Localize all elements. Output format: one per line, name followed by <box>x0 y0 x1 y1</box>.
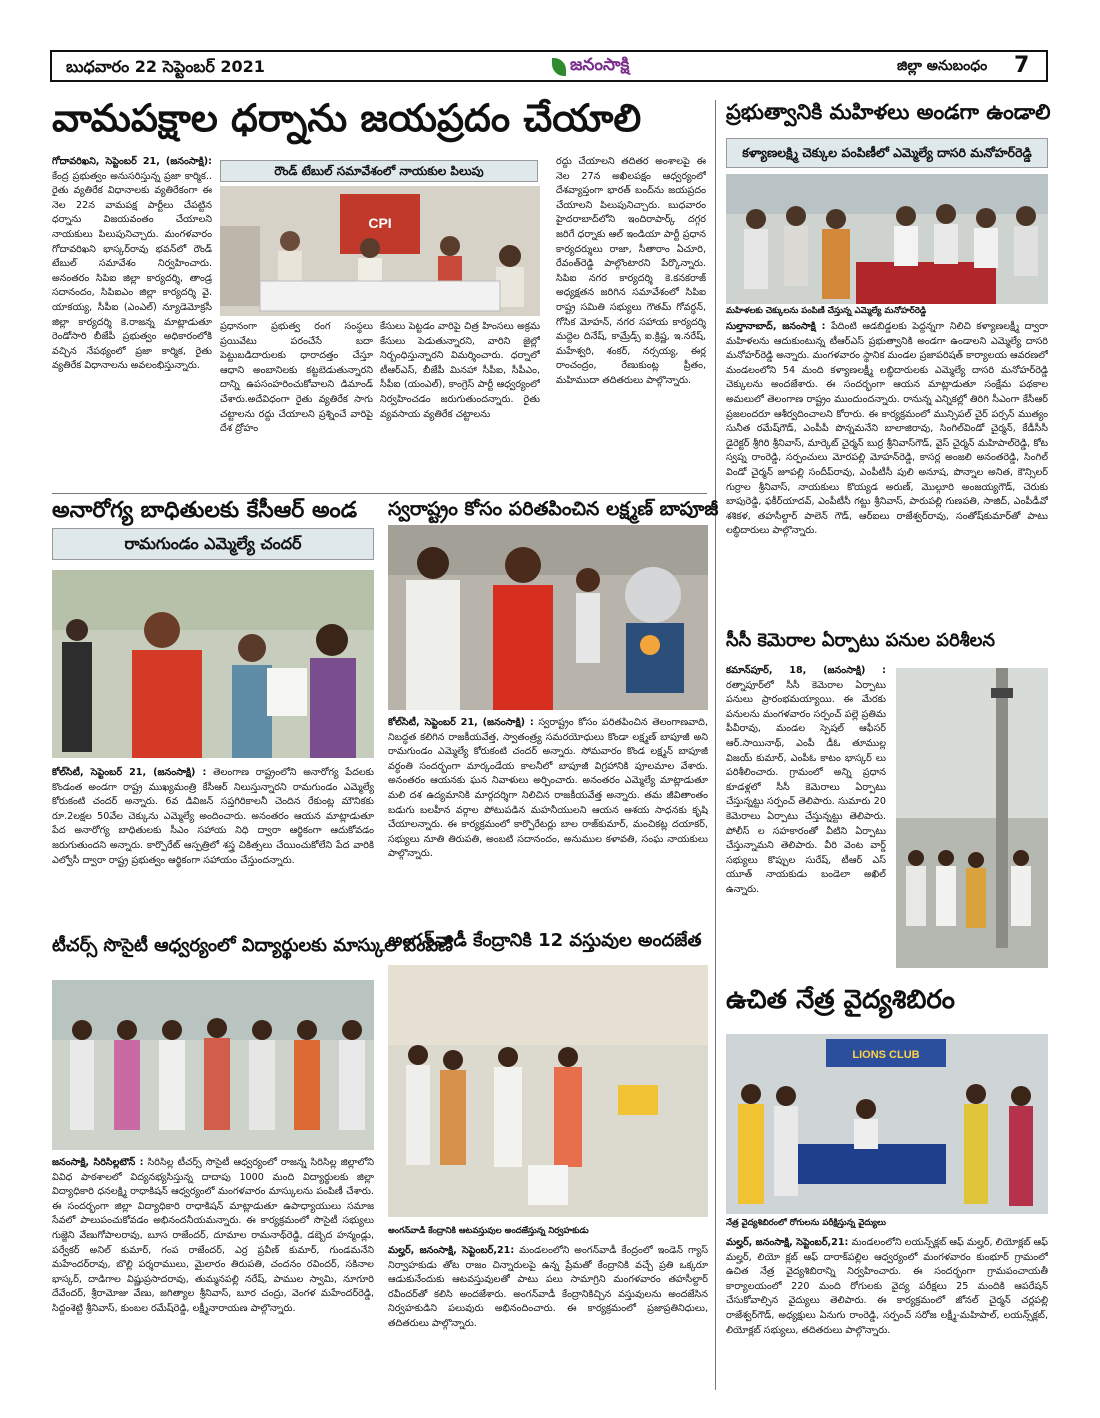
story1-col1: గోదావరిఖని, సెప్టెంబర్ 21, (జనంసాక్షి): కేంద్ర ప్రభుత్వం అనుసరిస్తున్న ప్రజా కార్మిక.. రైతు వ్యతిరేక విధానాలకు వ్యతిరేకంగా ఈ నెల 22న వామపక్ష పార్టీలు చేపట్టిన ధర్నాను విజయవంతం చేయాలని నాయకులు పిలుపునిచ్చారు. మంగళవారం గోదావరిఖని భాస్కర్‌రావు భవన్‌లో రౌండ్ టేబుల్ సమావేశం నిర్వహించారు. అనంతరం సిపిఐ జిల్లా కార్యదర్శి, తాండ్ర సదానందం, సిపిఐఎం జిల్లా కార్యదర్శి వై. యాకయ్య, సీపీఐ (ఎంఎల్) న్యూడెమోక్రసీ జిల్లా కార్యదర్శి కె.రాజన్న మాట్లాడుతూ రెండోసారి బీజేపీ ప్రభుత్వం అధికారంలోకి వచ్చిన నేపథ్యంలో ప్రజా కార్మిక, రైతు వ్యతిరేక విధానాలను అవలంభిస్తున్నారు. <box>52 156 212 372</box>
story7-caption: అంగన్‌వాడీ కేంద్రానికి ఆటవస్తువుల అందజేస్తున్న నిర్వహకుడు <box>388 1226 589 1236</box>
anganwadi-donation-image <box>388 965 708 1217</box>
story2-text: సుల్తానాబాద్, జనంసాక్షి : పేదింటి ఆడబిడ్డలకు పెద్దన్నగా నిలిచి కళ్యాణలక్ష్మీ ద్వారా మహిళలను ఆదుకుంటున్న టీఆర్‌ఎస్ ప్రభుత్వానికి అండగా ఉండాలని ఎమ్మెల్యే దాసరి మనోహర్‌రెడ్డి అన్నారు. మంగళవారం స్థానిక మండల ప్రజాపరిషత్ కార్యాలయ ఆవరణలో మండలంలోని 54 మంది కళ్యాణలక్ష్మీ లబ్ధిదారులకు ఎమ్మెల్యే దాసరి మనోహర్‌రెడ్డి చెక్కులను అందజేశారు. ఈ సందర్భంగా ఆయన మాట్లాడుతూ సంక్షేమ పథకాల అమలులో తెలంగాణ రాష్ట్రం ముందుందన్నారు. రానున్న ఎన్నికల్లో తిరిగి సీఎంగా కేసీఆర్ ప్రజలందరూ ఆశీర్వదించాలని కోరారు. ఈ కార్యక్రమంలో మున్సిపల్ చైర్ పర్సన్ ముత్యం సునీత రమేష్‌గౌడ్, ఎంపీపీ పొన్నమనేని బాలాజిరావు, సింగిల్‌విండో చైర్మన్, కేడీసీసీ డైరెక్టర్ శ్రీగిరి శ్రీనివాస్, మార్కెట్ చైర్మన్ బుర్ర శ్రీనివాస్‌గౌడ్, వైస్ చైర్మన్ మహిపాల్‌రెడ్డి, కోట స్వప్న రాంరెడ్డి, సర్పంచులు మోరపల్లి మోహన్‌రెడ్డి, కాసర్ల అంజలి అనంతరెడ్డి, సింగిల్ విండో చైర్మన్ జూపల్లి సందీప్‌రావు, ఎంపీటీసీ పులి అనూష, పొన్నాల అనిత, కౌన్సిలర్ గుర్రాల శ్రీనివాస్, నాయకులు కొయ్యడ అరుణ్, మొల్గూరి అంజయ్యగౌడ్, చెరుకు బాపురెడ్డి, ఫకీర్‌యాదవ్, ఎంపీటీసీ గట్టు శ్రీనివాస్, పారుపల్లి గుణపతి, సాజిద్, ఎంపీడీవో శశికళ, తహసీల్దార్ పాలెన్ గౌడ్, ఆర్‌ఐలు రాజేశ్వర్‌రావు, సంతోష్‌కుమార్‌తో పాటు లబ్ధిదారులు పాల్గొన్నారు. <box>726 321 1048 537</box>
page-header <box>50 50 1048 82</box>
story1-photo <box>220 186 540 316</box>
story8-caption: నేత్ర వైద్యశిబిరంలో రోగులను పరీక్షిస్తున్న వైద్యులు <box>726 1218 886 1228</box>
story2-photo <box>726 174 1048 304</box>
story4-headline: స్వరాష్ట్రం కోసం పరితపించిన లక్ష్మణ్ బాపూజీ <box>388 498 719 520</box>
story6-headline: టీచర్స్ సొసైటీ ఆధ్వర్యంలో విద్యార్థులకు మాస్కుల పంపిణీ <box>52 935 453 956</box>
story3-text: కోల్‌సిటీ, సెప్టెంబర్ 21, (జనంసాక్షి) : తెలంగాణ రాష్ట్రంలోని అనారోగ్య పేదలకు కొండంత అండగా రాష్ట్ర ముఖ్యమంత్రి కేసీఆర్ నిలుస్తున్నారని రామగుండం ఎమ్మెల్యే కోరుకంటి చందర్ అన్నారు. 6వ డివిజన్ సప్తగిరికాలనీ చెందిన రేకుంట్ల మౌనికకు రూ.2లక్షల 50వేల చెక్కును ఎమ్మెల్యే అందించారు. అనంతరం ఆయన మాట్లాడుతూ పేద అనారోగ్య బాధితులకు సీఎం సహాయ నిధి ద్వారా ఆర్థికంగా ఆదుకోవడం జరుగుతుందని అన్నారు. కార్పొరేట్ ఆస్పత్రిలో శస్త్ర చికిత్సలు చేయించుకోలేని పేద వారికి ఎల్వోసీ ద్వారా రాష్ట్ర ప్రభుత్వం ఆర్థికంగా సహాయం చేస్తుందన్నారు. <box>52 767 374 866</box>
story5-photo <box>896 668 1048 968</box>
round-table-meeting-image <box>220 186 540 316</box>
issue-date: బుధవారం 22 సెప్టెంబర్ 2021 <box>66 57 265 76</box>
story1-col4: రద్దు చేయాలని తదితర అంశాలపై ఈ నెల 27న అఖిలపక్షం ఆధ్వర్యంలో దేశవ్యాప్తంగా భారత్ బంద్‌ను జయప్రదం చేయాలని పిలుపునిచ్చారు. బుధవారం హైదరాబాద్‌లోని ఇందిరాపార్క్ దగ్గర జరిగే ధర్నాకు ఆల్ ఇండియా పార్టీ ప్రధాన కార్యదర్శులు రాజా, సీతారాం ఏచూరి, రేవంత్‌రెడ్డి పాల్గొంటారని పేర్కొన్నారు. సిపిఐ నగర కార్యదర్శి కె.కనకరాజ్ అధ్యక్షతన జరిగిన సమావేశంలో సిపిఐ రాష్ట్ర సమితి సభ్యులు గౌతమ్ గోవర్ధన్, గోసిక మోహన్, నగర సహాయ కార్యదర్శి మద్దెల దినేష్, కామ్రేడ్స్ ఐ.క్రిష్ణ, ఇ.నరేష్, మహేశ్వరి, శంకర్, నర్సయ్య, ఈర్ల రాంచంద్రం, రేణుకుంట్ల ప్రీతం, మహిముదా తదితరులు పాల్గొన్నారు. <box>556 156 706 386</box>
cctv-pole-inspection-image <box>896 668 1048 968</box>
story1-col2: ప్రధానంగా ప్రభుత్వ రంగ సంస్థలు ప్రయివేటు పరంచేసే బదా పెట్టుబడిదారులకు ధారాదత్తం చేస్తూ ఆధాని అంబానిలకు కట్టబెడుతున్నారని దాన్ని ఉపసంహరించుకోవాలని డిమాండ్ చేశారు.అదేవిధంగా రైతు వ్యతిరేక సాగు చట్టాలను రద్దు చేయాలని ప్రశ్నించే వారిపై దేశ ద్రోహం <box>220 321 373 435</box>
story3-headline: అనారోగ్య బాధితులకు కేసీఆర్ అండ <box>52 498 357 523</box>
story6-photo <box>52 980 374 1150</box>
lions-banner-text: LIONS CLUB <box>852 1049 920 1061</box>
story8-headline: ఉచిత నేత్ర వైద్యశిబిరం <box>726 985 955 1015</box>
story4-photo <box>388 525 708 710</box>
mla-cheque-handover-image <box>52 570 374 758</box>
story2-headline: ప్రభుత్వానికి మహిళలు అండగా ఉండాలి <box>726 100 1051 124</box>
logo-leaf-icon <box>552 58 566 76</box>
column-divider <box>715 100 716 1390</box>
story2-caption: మహిళలకు చెక్కులను పంపిణీ చేస్తున్న ఎమ్మెల్యే మనోహర్‌రెడ్డి <box>726 306 927 316</box>
eye-camp-image <box>726 1034 1048 1214</box>
story7-headline: అంగన్‌వాడీ కేంద్రానికి 12 వస్తువుల అందజేత <box>388 930 702 951</box>
page-number: 7 <box>1014 53 1030 78</box>
story8-text: మల్హర్, జనంసాక్షి, సెప్టెంబర్,21: మండలంలోని లయన్స్‌క్లబ్ ఆఫ్ మల్హర్, లియోక్లబ్ ఆఫ్ మల్హర్, లియో క్లబ్ ఆఫ్ దారాక్‌పల్లిల ఆధ్వర్యంలో మంగళవారం కుంభూర్ గ్రామంలో ఉచిత నేత్ర వైద్యశిబిరాన్ని నిర్వహించారు. ఈ సందర్భంగా గ్రామపంచాయతీ కార్యాలయంలో 220 మంది రోగులకు వైద్య పరీక్షలు 25 మందికి ఆపరేషన్ చేసుకోవాల్సిన వైద్యులు తెలిపారు. ఈ కార్యక్రమంలో జోనల్ చైర్మన్ చర్లపల్లి రాజేశ్వర్‌గౌడ్, అధ్యక్షులు ఏనుగు రాంరెడ్డి, సర్పంచ్ సరోజ లక్ష్మీ-మహిపాల్, లయన్స్‌క్లబ్, లియోక్లబ్ సభ్యులు, తదితరులు పాల్గొన్నారు. <box>726 1237 1048 1336</box>
story6-text: జనంసాక్షి, సిరిసిల్లటౌన్ : సిరిసిల్ల టీచర్స్ సొసైటీ ఆధ్వర్యంలో రాజన్న సిరిసిల్ల జిల్లాలోని వివిధ పాఠశాలలో విద్యనభ్యసిస్తున్న దాదాపు 1000 మంది విద్యార్థులకు జిల్లా విద్యాధికారి ధనలక్ష్మి రాధాకిషన్ ఆధ్వర్యంలో మంగళవారం మాస్కులను పంపిణీ చేశారు. ఈ సందర్భంగా జిల్లా విద్యాధికారి రాధాకిషన్ మాట్లాడుతూ ఉపాధ్యాయులు సమాజ సేవలో పాలుపంచుకోవడం అభినందనీయమన్నారు. ఈ కార్యక్రమంలో సొసైటీ సభ్యులు గుజ్జెని వేణుగోపాలరావు, బూస రాజేందర్, దూమాల రామనాథ్‌రెడ్డి, డబ్బెద హన్మండ్లు, పర్వేకర్ అనిల్ కుమార్, గంప రాజేందర్, ఎర్ర ప్రవీణ్ కుమార్, గుండమనేని మహేందర్‌రావు, బొల్లి పర్శరాములు, మైలారం తిరుపతి, చందనం రవిందర్, సకినాల భాస్కర్, దాడిగాల విష్ణుప్రసాదరావు, తుమ్మనపల్లి నరేష్, పాముల స్వామి, నూగూరి దేవేందర్, శ్రీరామోజు వేణు, జగిత్యాల శ్రీనివాస్, బూర చంద్రు, వెంగళ మహేందర్‌రెడ్డి, సిద్దంశెట్టి శ్రీనివాస్, కుంబల రమేష్‌రెడ్డి, లక్ష్మీనారాయణ పాల్గొన్నారు. <box>52 1157 374 1314</box>
story4-text: కోల్‌సిటీ, సెప్టెంబర్ 21, (జనంసాక్షి) : స్వరాష్ట్రం కోసం పరితపించిన తెలంగాణవాది, నిబద్ధత కలిగిన రాజకీయవేత్త, స్వాతంత్ర్య సమరయోధులు కొండా లక్ష్మణ్ బాపూజీ అని రామగుండం ఎమ్మెల్యే కోరుకంటి చందర్ అన్నారు. సోమవారం కొండ లక్ష్మన్ బాపూజీ వర్ధంతి సందర్భంగా మార్కండేయ కాలనీలో బాపూజీ విగ్రహానికి పూలమాల వేశారు. అనంతరం ఆయనకు ఘన నివాళులు అర్పించారు. అనంతరం ఎమ్మెల్యే మాట్లాడుతూ మలి దశ ఉద్యమానికి మార్గదర్శిగా నిలిచిన రాజకీయవేత్త అన్నారు. తమ జీవితాంతం బడుగు బలహీన వర్గాల పోటుపడిన మహనీయులని ఆయన ఆశయ సాధనకు కృషి చేయాలన్నారు. ఈ కార్యక్రమంలో కార్పొరేటర్లు బాల రాజ్‌కుమార్, మంచికట్ల దయాకర్, సభ్యులు నూతి తిరుపతి, అంబటి సదానందం, అనుముల కళావతి, సంఘ నాయకులు పాల్గొన్నారు. <box>388 717 708 860</box>
masthead-logo: జనంసాక్షి <box>552 55 667 79</box>
cpi-banner-text: CPI <box>368 215 392 231</box>
story7-text: మల్హర్, జనంసాక్షి, సెప్టెంబర్,21: మండలంలోని అంగన్‌వాడీ కేంద్రంలో ఇండెన్ గ్యాస్ నిర్వాహకుడు తోట రాజం చిన్నారులపై ఉన్న ప్రేమతో కేంద్రానికి వచ్చే ప్రతి ఒక్కరూ ఆడుకునేందుకు ఆటవస్తువులతో పాటు పలు సామాగ్రిని మంగళవారం తహసీల్దార్ రవీందర్‌తో కలిసి అందజేశారు. అంగన్‌వాడీ కేంద్రానికిచ్చిన వస్తువులను అందజేసిన నిర్వహకుడిని పలువురు అభినందించారు. ఈ కార్యక్రమంలో ప్రజాప్రతినిధులు, తదితరులు పాల్గొన్నారు. <box>388 1245 708 1329</box>
story2-subhead: కళ్యాణలక్ష్మి చెక్కుల పంపిణీలో ఎమ్మెల్యే దాసరి మనోహర్‌రెడ్డి <box>726 138 1048 168</box>
cheque-distribution-image <box>726 174 1048 304</box>
story1-headline: వామపక్షాల ధర్నాను జయప్రదం చేయాలి <box>52 96 642 140</box>
section-name: జిల్లా అనుబంధం <box>897 58 988 74</box>
mask-distribution-image <box>52 980 374 1150</box>
bapuji-statue-tribute-image <box>388 525 708 710</box>
story5-headline: సీసీ కెమెరాల ఏర్పాటు పనుల పరిశీలన <box>726 630 996 651</box>
story1-col3: కేసులు పెట్టడం వారిపై చిత్ర హింసలు అక్రమ కేసులు పెడుతున్నారని, వారిని జైల్లో నిర్బంధిస్తున్నారని విమర్శించారు. ధర్నాలో టీఆర్‌ఎస్, బీజేపీ మినహా సీపీఐ, సీపీఎం, సీపీఐ (యంఎల్), కాంగ్రెస్ పార్టీ ఆధ్వర్యంలో నిర్వహించడం జరుగుతుందన్నారు. రైతు వ్యవసాయ వ్యతిరేక చట్టాలను <box>380 321 540 420</box>
story3-photo <box>52 570 374 758</box>
section-divider <box>52 493 707 494</box>
story5-text: కమాన్‌పూర్, 18, (జనంసాక్షి) : రత్నాపూర్‌లో సీసీ కెమెరాల ఏర్పాటు పనులు ప్రారంభమయ్యాయి. ఈ మేరకు పనులను మంగళవారం సర్పంచ్ పల్లె ప్రతిమ పీవీరావు, మండల స్పెషల్ ఆఫీసర్ ఆర్.సాయినాథ్, ఎంపీ డీఓ తూముల్ల విజయ్ కుమార్, ఎంపీఓ కాటం భాస్కర్ లు పరిశీలించారు. గ్రామంలో అన్ని ప్రధాన కూడళ్లలో సీసీ కెమెరాలు ఏర్పాటు చేస్తున్నట్టు సర్పంచ్ తెలిపారు. సుమారు 20 కెమెరాలు ఏర్పాటు చేస్తున్నట్టు తెలిపారు. పోలీస్ ల సహకారంతో వీటిని ఏర్పాటు చేస్తున్నామని తెలిపారు. వీరి వెంట వార్డ్ సభ్యులు కొప్పుల సురేష్, టీఆర్ ఎస్ యూత్ నాయకుడు బండెలా అఖిల్ ఉన్నారు. <box>726 665 886 895</box>
story1-photo-title: రౌండ్ టేబుల్ సమావేశంలో నాయకుల పిలుపు <box>220 160 538 182</box>
story3-subhead: రామగుండం ఎమ్మెల్యే చందర్ <box>52 528 374 560</box>
story8-photo <box>726 1034 1048 1214</box>
story7-photo <box>388 965 708 1217</box>
